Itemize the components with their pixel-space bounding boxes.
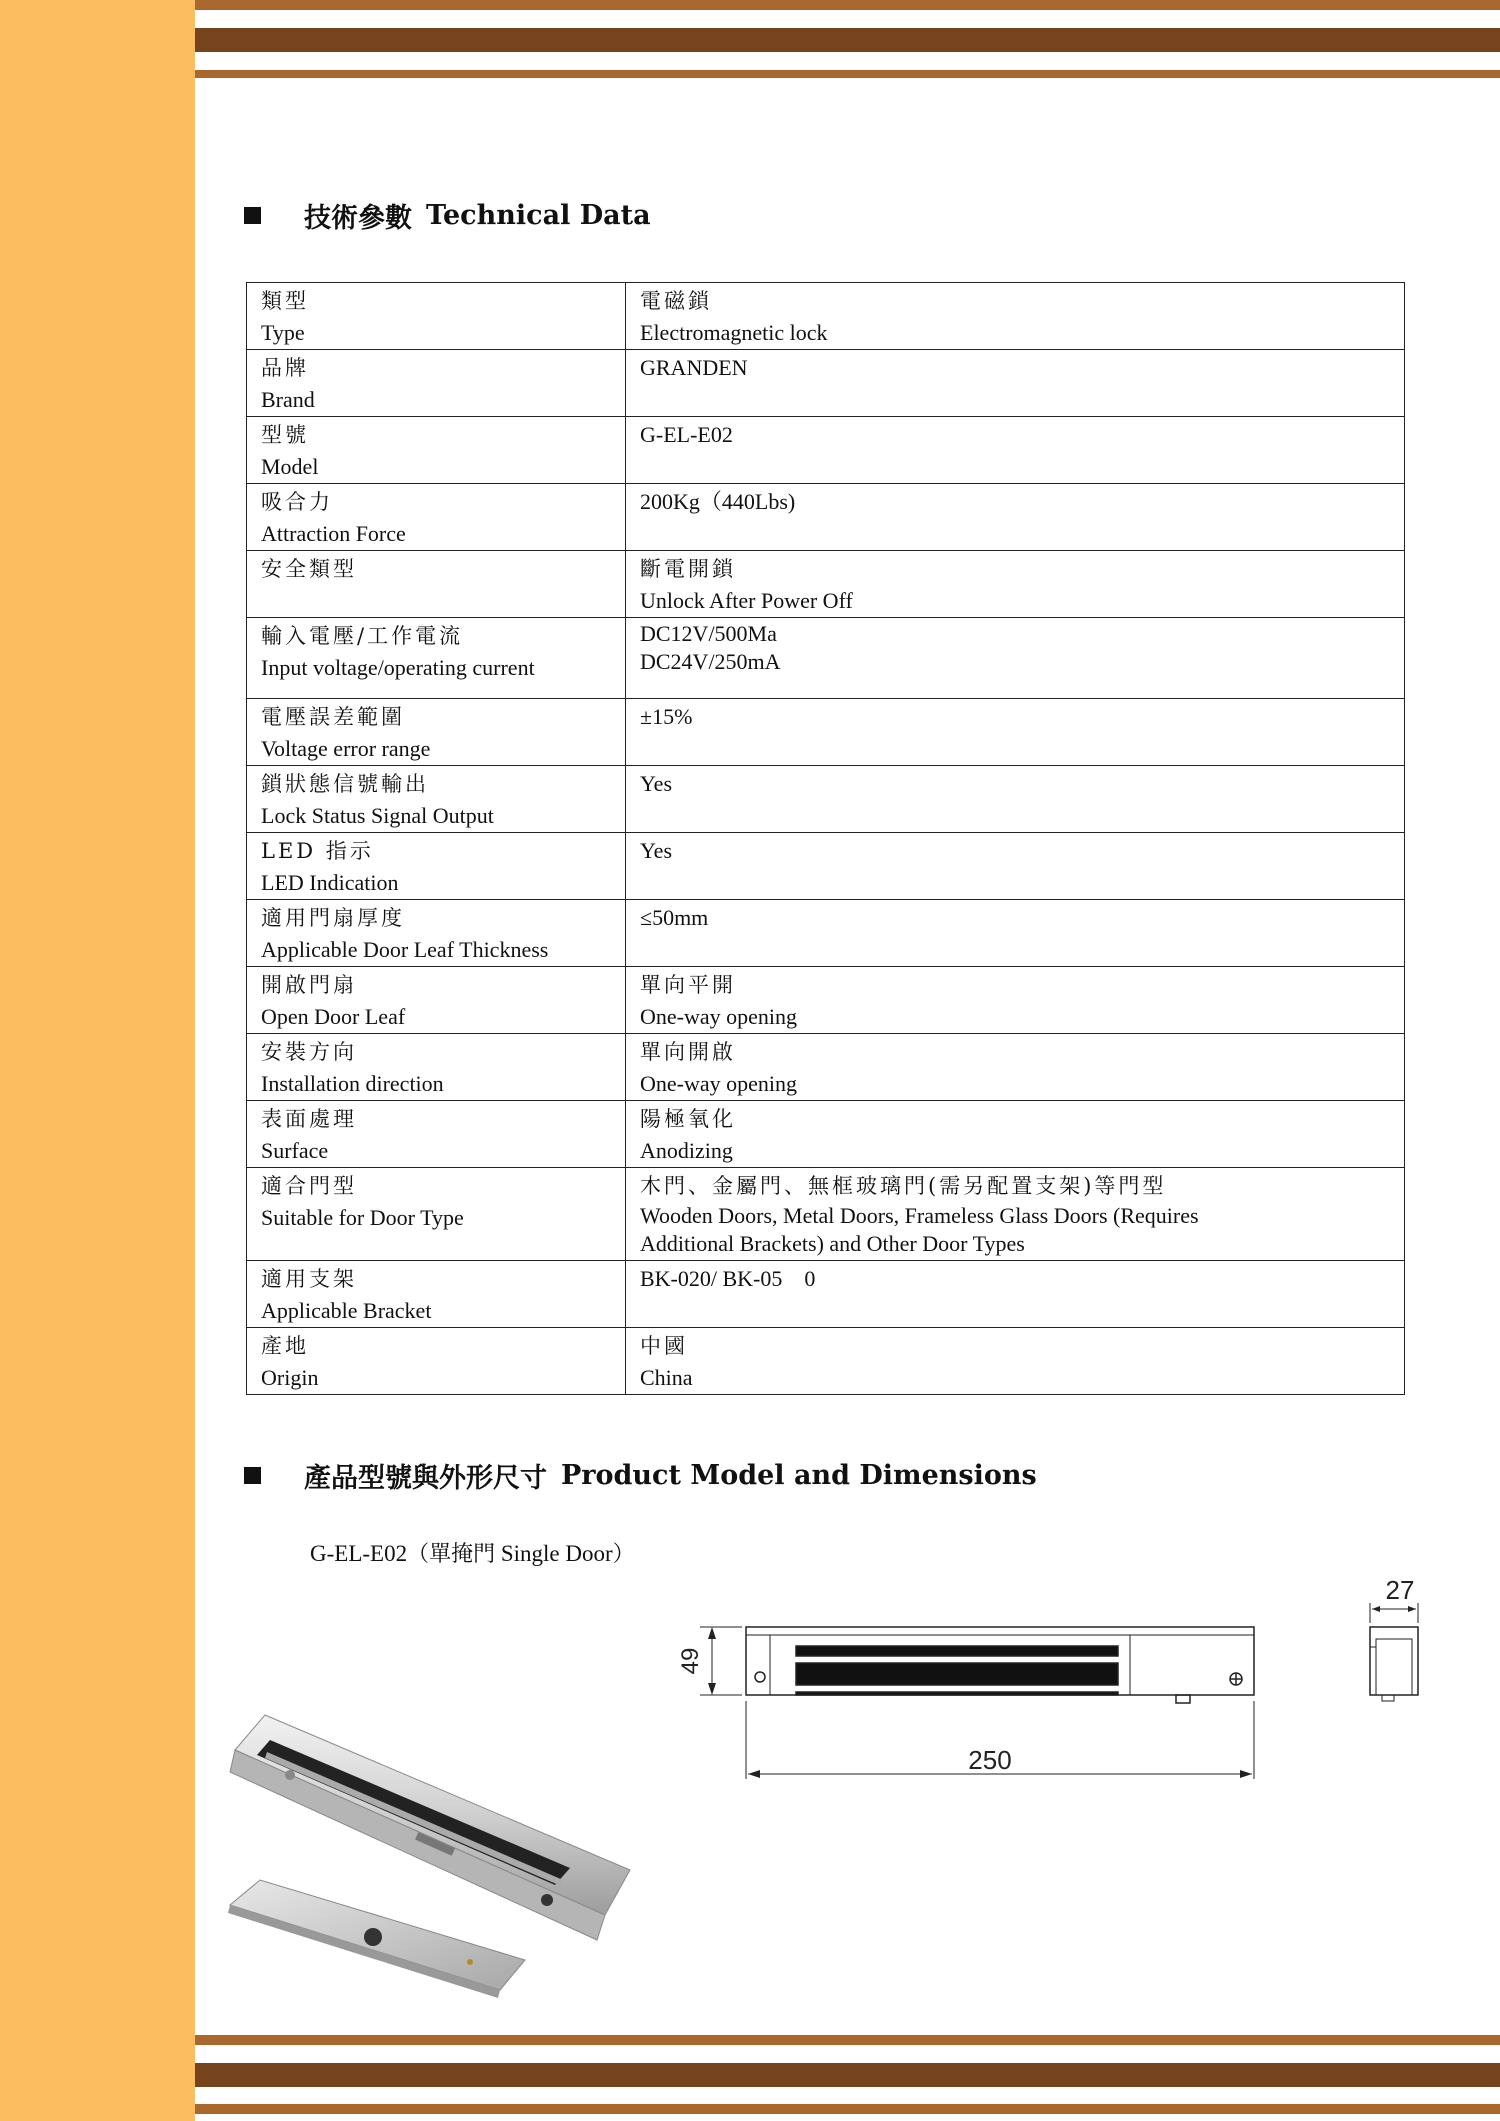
header-band-bottom [195, 70, 1500, 78]
spec-label-en: Voltage error range [261, 736, 431, 761]
spec-value-cell [626, 900, 1405, 967]
spec-label-en: Open Door Leaf [261, 1004, 406, 1029]
spec-value-line: China [640, 1365, 693, 1390]
model-name: G-EL-E02 [310, 1541, 408, 1566]
technical-data-title-cn: 技術參數 [304, 203, 412, 234]
left-sidebar-stripe [0, 0, 195, 2121]
spec-label-cell [247, 1168, 626, 1261]
dimensions-title-en: Product Model and Dimensions [561, 1460, 1037, 1491]
spec-value-line: 單向開啟 [640, 1040, 736, 1064]
spec-label-cn: 輸入電壓/工作電流 [261, 624, 464, 648]
spec-row [247, 833, 1405, 900]
spec-value-cell [626, 484, 1405, 551]
spec-label-cn: 安裝方向 [261, 1040, 357, 1064]
spec-value-line: 200Kg（440Lbs) [640, 489, 796, 514]
spec-label-cell [247, 1034, 626, 1101]
cable-outlet [1176, 1695, 1190, 1703]
spec-value-cell [626, 699, 1405, 766]
spec-value-line: 中國 [640, 1334, 688, 1358]
spec-value-cell [626, 1101, 1405, 1168]
spec-label-cell [247, 900, 626, 967]
spec-label-cn: 表面處理 [261, 1107, 357, 1131]
spec-row [247, 1101, 1405, 1168]
spec-label-cn: 安全類型 [261, 557, 357, 581]
magnet-core-strip [796, 1692, 1118, 1695]
spec-value-cell [626, 350, 1405, 417]
length-dimension-label: 250 [968, 1745, 1012, 1775]
spec-label-cn: 鎖狀態信號輸出 [261, 772, 429, 796]
spec-row [247, 766, 1405, 833]
door-type-en: Single Door [500, 1541, 613, 1566]
spec-label-cell [247, 766, 626, 833]
spec-label-cn: 適合門型 [261, 1174, 357, 1198]
spec-value-line: Wooden Doors, Metal Doors, Frameless Glass Doors (Requires [640, 1203, 1199, 1228]
spec-value-line: Electromagnetic lock [640, 320, 828, 345]
spec-value-line: One-way opening [640, 1071, 798, 1096]
technical-data-table [246, 282, 1405, 1395]
spec-label-en: Origin [261, 1365, 319, 1390]
door-type-cn: 單掩門 [429, 1542, 496, 1567]
spec-row [247, 1034, 1405, 1101]
spec-label-en: Attraction Force [261, 521, 406, 546]
spec-label-cell [247, 283, 626, 350]
spec-row [247, 900, 1405, 967]
spec-value-line: G-EL-E02 [640, 422, 733, 447]
spec-label-cn: 電壓誤差範圍 [261, 705, 405, 729]
spec-value-line: Anodizing [640, 1138, 733, 1163]
spec-value-line: Unlock After Power Off [640, 588, 853, 613]
footer-band-top [195, 2035, 1500, 2045]
spec-label-cell [247, 417, 626, 484]
spec-label-en: Brand [261, 387, 315, 412]
lock-side-outline [1370, 1627, 1418, 1695]
spec-label-cell [247, 1261, 626, 1328]
spec-value-line: 電磁鎖 [640, 289, 712, 313]
spec-row [247, 350, 1405, 417]
magnet-core-strip [796, 1663, 1118, 1685]
spec-value-cell [626, 833, 1405, 900]
spec-value-line: ±15% [640, 704, 693, 729]
spec-value-cell [626, 283, 1405, 350]
spec-value-cell [626, 1034, 1405, 1101]
spec-row [247, 1261, 1405, 1328]
dimensions-heading [244, 1456, 1037, 1495]
technical-data-title-en: Technical Data [426, 200, 651, 231]
spec-value-cell [626, 1168, 1405, 1261]
spec-label-cn: 類型 [261, 289, 309, 313]
spec-label-cn: 適用支架 [261, 1267, 357, 1291]
depth-dimension-label: 27 [1385, 1575, 1415, 1605]
spec-label-en: Lock Status Signal Output [261, 803, 494, 828]
spec-label-cn: 品牌 [261, 356, 309, 380]
spec-value-line: Additional Brackets) and Other Door Types [640, 1231, 1025, 1256]
dimensions-title-cn: 產品型號與外形尺寸 [304, 1463, 547, 1494]
spec-row [247, 1328, 1405, 1395]
spec-label-cell [247, 618, 626, 699]
spec-label-cell [247, 1328, 626, 1395]
height-dimension-label: 49 [677, 1647, 704, 1675]
spec-value-cell [626, 967, 1405, 1034]
spec-value-line: Yes [640, 771, 673, 796]
spec-value-line: DC24V/250mA [640, 649, 781, 674]
spec-label-cell [247, 833, 626, 900]
spec-label-en: Surface [261, 1138, 329, 1163]
spec-row [247, 618, 1405, 699]
spec-value-cell [626, 1261, 1405, 1328]
dimension-drawing [660, 1555, 1420, 1815]
spec-label-en: LED Indication [261, 870, 399, 895]
spec-label-cn: 型號 [261, 423, 309, 447]
spec-value-cell [626, 417, 1405, 484]
maglock-photo-icon [225, 1700, 645, 2000]
spec-label-en: Type [261, 320, 305, 345]
spec-value-line: BK-020/ BK-05 0 [640, 1266, 816, 1291]
spec-value-cell [626, 551, 1405, 618]
mount-hole-icon [755, 1672, 765, 1682]
header-band-top [195, 0, 1500, 10]
spec-value-line: GRANDEN [640, 355, 748, 380]
magnet-core-strip [796, 1646, 1118, 1656]
spec-value-cell [626, 618, 1405, 699]
spec-label-en: Suitable for Door Type [261, 1205, 464, 1230]
square-bullet-icon [244, 207, 261, 224]
paren-close: ） [612, 1542, 635, 1567]
spec-value-line: 斷電開鎖 [640, 557, 736, 581]
spec-label-cn: LED 指示 [261, 839, 374, 863]
spec-label-en: Installation direction [261, 1071, 444, 1096]
spec-label-cn: 開啟門扇 [261, 973, 357, 997]
spec-value-line: 陽極氧化 [640, 1107, 736, 1131]
spec-value-cell [626, 766, 1405, 833]
spec-label-en: Applicable Door Leaf Thickness [261, 937, 549, 962]
spec-label-cell [247, 967, 626, 1034]
footer-band-bottom [195, 2104, 1500, 2114]
spec-value-line: 單向平開 [640, 973, 736, 997]
spec-row [247, 551, 1405, 618]
spec-label-cell [247, 699, 626, 766]
spec-label-cn: 產地 [261, 1334, 309, 1358]
spec-value-line: One-way opening [640, 1004, 798, 1029]
spec-row [247, 417, 1405, 484]
spec-label-cell [247, 350, 626, 417]
technical-data-heading [244, 196, 651, 235]
spec-value-cell [626, 1328, 1405, 1395]
spec-value-line: DC12V/500Ma [640, 621, 777, 646]
spec-label-cell [247, 1101, 626, 1168]
header-band-middle [195, 28, 1500, 52]
spec-label-en: Input voltage/operating current [261, 655, 535, 680]
spec-label-cell [247, 551, 626, 618]
spec-value-line: ≤50mm [640, 905, 709, 930]
spec-label-cn: 適用門扇厚度 [261, 906, 405, 930]
spec-row [247, 1168, 1405, 1261]
model-label [310, 1537, 635, 1568]
footer-band-middle [195, 2063, 1500, 2087]
spec-row [247, 283, 1405, 350]
square-bullet-icon [244, 1467, 261, 1484]
spec-label-cell [247, 484, 626, 551]
spec-value-line: Yes [640, 838, 673, 863]
spec-label-en: Applicable Bracket [261, 1298, 432, 1323]
spec-row [247, 484, 1405, 551]
spec-row [247, 699, 1405, 766]
spec-label-en: Model [261, 454, 319, 479]
paren-open: （ [407, 1542, 430, 1567]
spec-value-line: 木門、金屬門、無框玻璃門(需另配置支架)等門型 [640, 1174, 1167, 1198]
spec-label-cn: 吸合力 [261, 490, 333, 514]
spec-row [247, 967, 1405, 1034]
